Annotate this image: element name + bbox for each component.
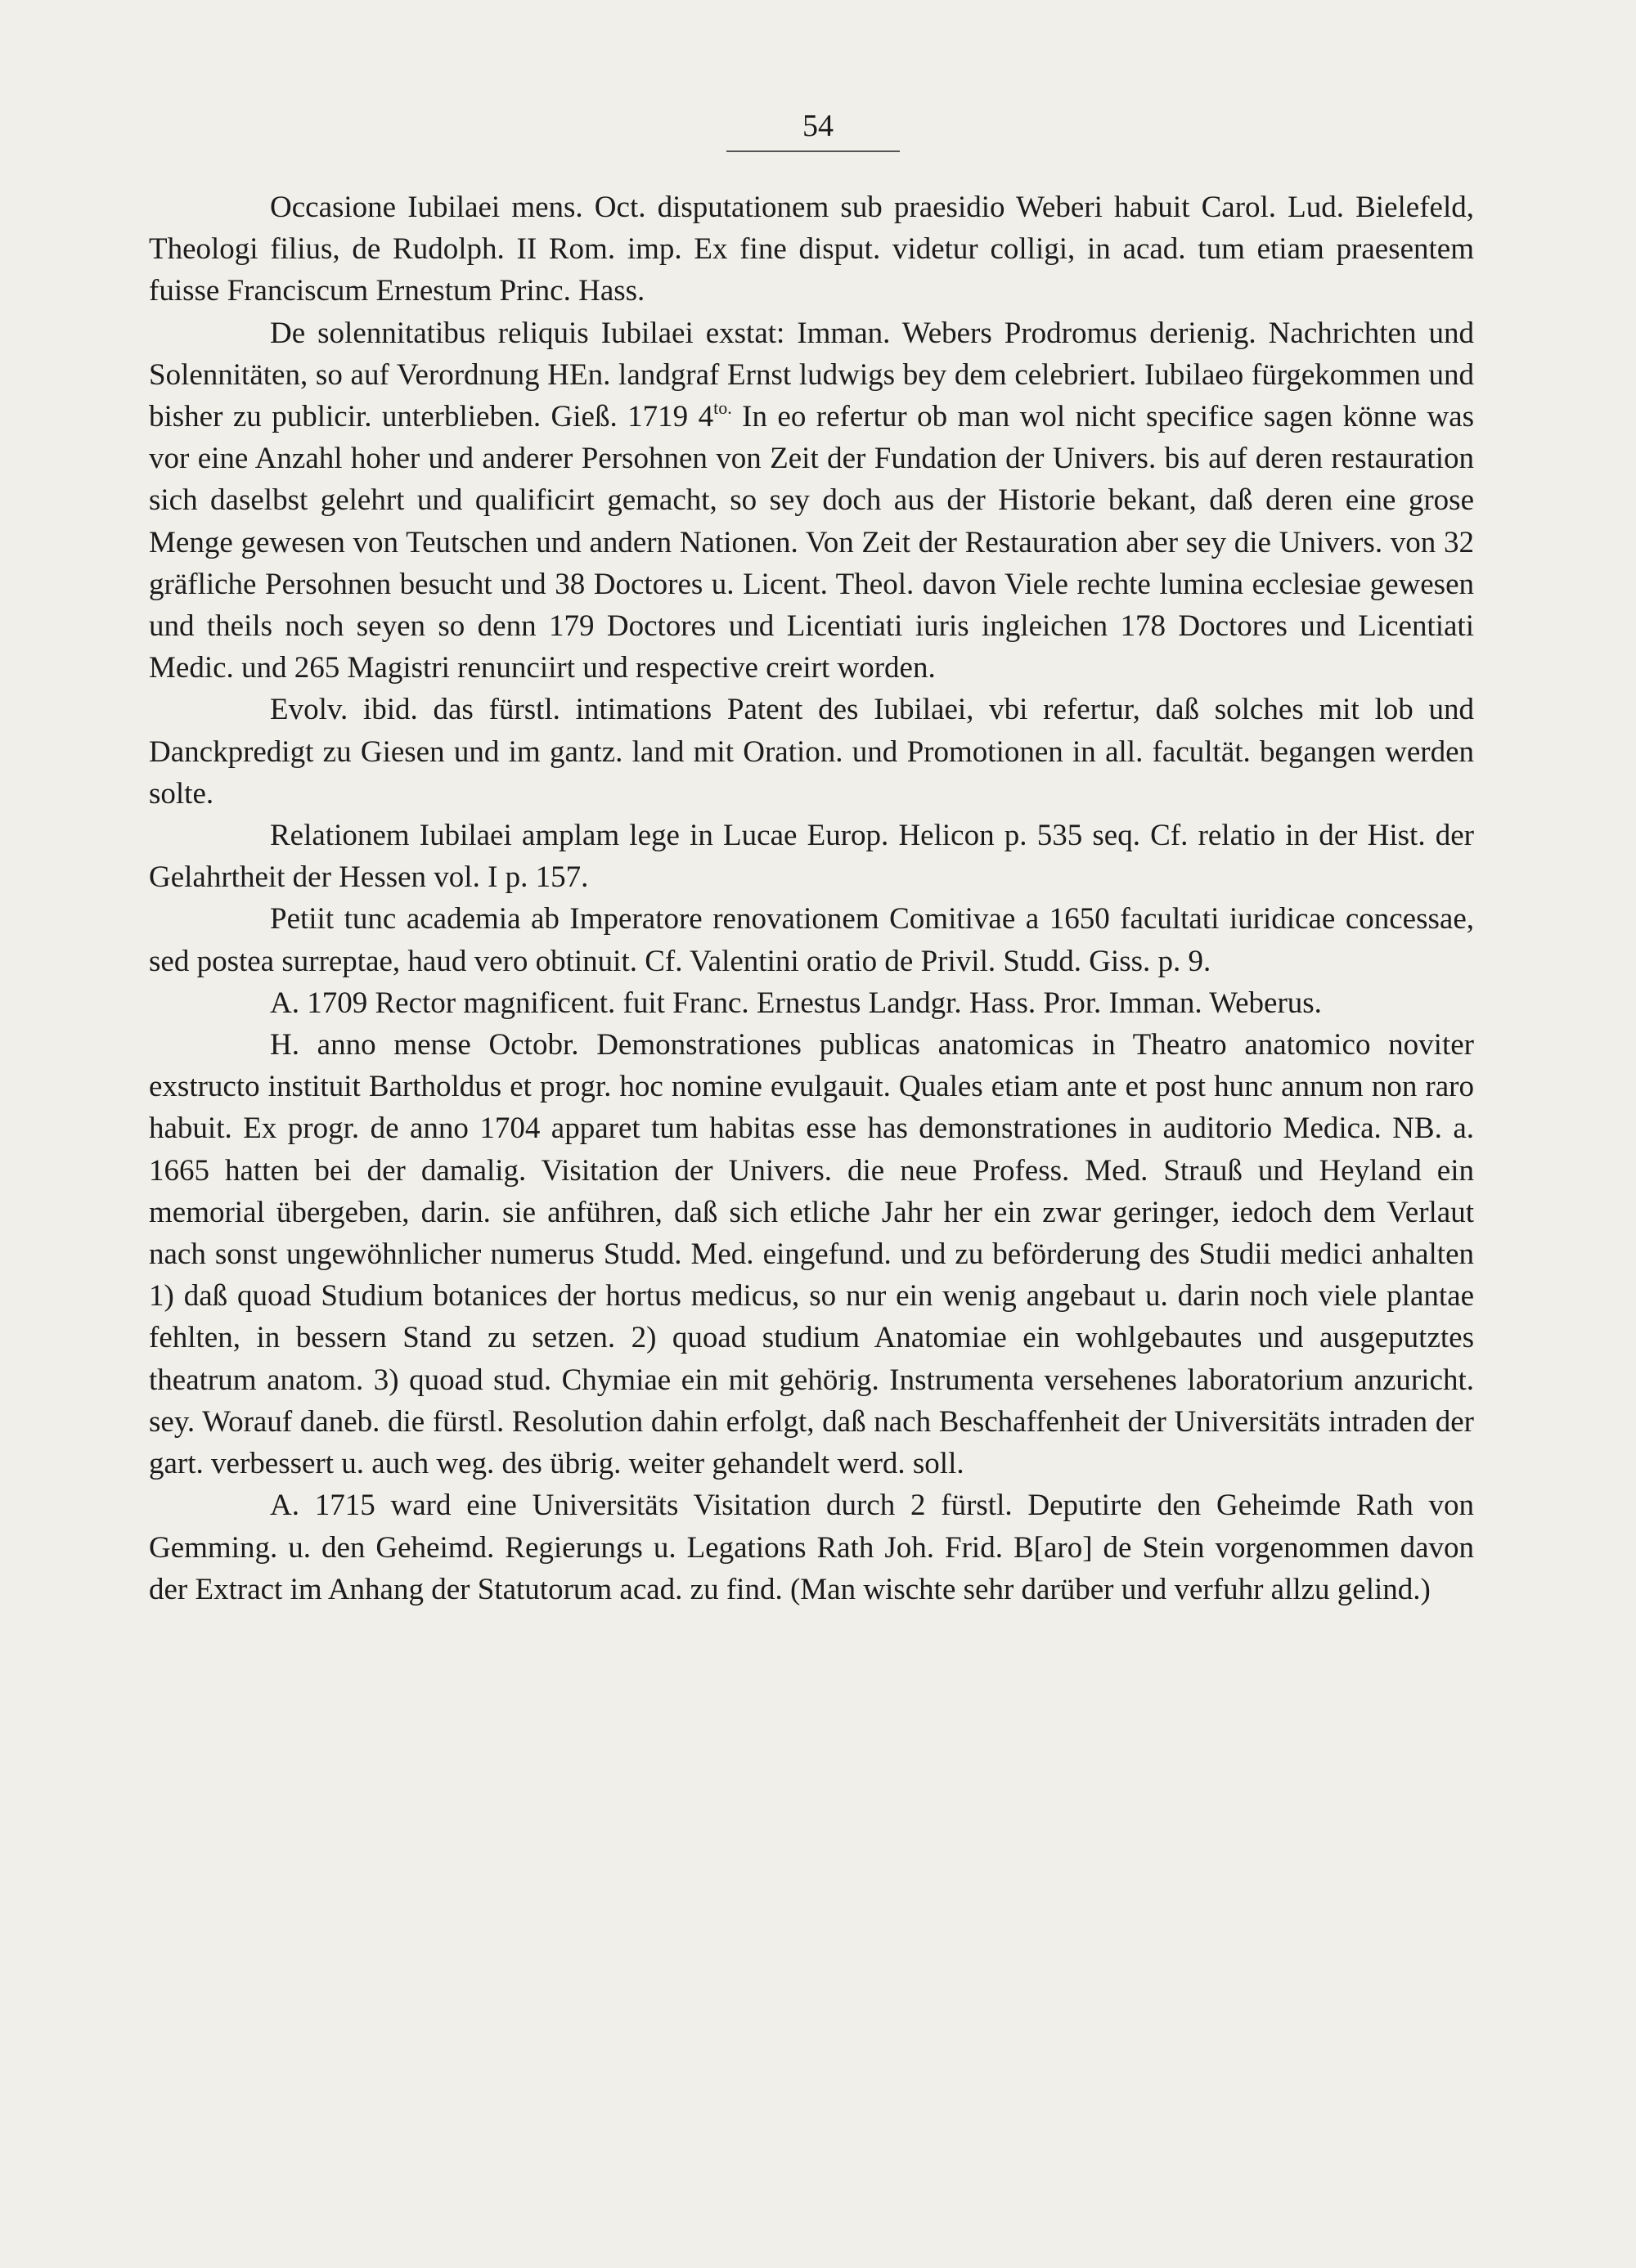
page-number: 54	[802, 109, 834, 143]
paragraph-text: De solennitatibus reliquis Iubilaei exstat: Imman. Webers Prodromus derienig. Nachrichten und Solennitäten, so auf Verordnung HEn. landgraf Ernst ludwigs bey dem celebriert. Iubilaeo fürgekommen und bisher zu publicir. unterblieben. Gieß. 1719 4	[149, 316, 1474, 434]
paragraph-jubilee-disputation: Occasione Iubilaei mens. Oct. disputationem sub praesidio Weberi habuit Carol. Lud. Bielefeld, Theologi filius, de Rudolph. II Rom. imp. Ex fine disput. videtur colligi, in acad. tum etiam praesentem fuisse Franciscum Ernestum Princ. Hass.	[149, 191, 1474, 308]
paragraph-visitation-1715: A. 1715 ward eine Universitäts Visitation durch 2 fürstl. Deputirte den Geheimde Rath von Gemming. u. den Geheimd. Regierungs u. Legations Rath Joh. Frid. B[aro] de Stein vorgenommen davon der Extract im Anhang der Statutorum acad. zu find. (Man wischte sehr darüber und verfuhr allzu gelind.)	[149, 1489, 1474, 1606]
page-body	[149, 186, 1474, 1610]
paragraph-relation: Relationem Iubilaei amplam lege in Lucae Europ. Helicon p. 535 seq. Cf. relatio in der Hist. der Gelahrtheit der Hessen vol. I p. 157.	[149, 819, 1474, 895]
header-rule	[726, 150, 900, 152]
paragraph-text: In eo refertur ob man wol nicht specifice sagen könne was vor eine Anzahl hoher und anderer Persohnen von Zeit der Fundation der Univers. bis auf deren restauration sich daselbst gelehrt und qualificirt gemacht, so sey doch aus der Historie bekant, daß deren eine grose Menge gewesen von Teutschen und andern Nationen. Von Zeit der Restauration aber sey die Univers. von 32 gräfliche Persohnen besucht und 38 Doctores u. Licent. Theol. davon Viele rechte lumina ecclesiae gewesen und theils noch seyen so denn 179 Doctores und Licentiati iuris ingleichen 178 Doctores und Licentiati Medic. und 265 Magistri renunciirt und respective creirt worden.	[149, 400, 1474, 685]
paragraph-anatomical-demonstrations: H. anno mense Octobr. Demonstrationes publicas anatomicas in Theatro anatomico noviter exstructo instituit Bartholdus et progr. hoc nomine evulgauit. Quales etiam ante et post hunc annum non raro habuit. Ex progr. de anno 1704 apparet tum habitas esse has demonstrationes in auditorio Medica. NB. a. 1665 hatten bei der damalig. Visitation der Univers. die neue Profess. Med. Strauß und Heyland ein memorial übergeben, darin. sie anführen, daß sich etliche Jahr her ein zwar geringer, iedoch dem Verlaut nach sonst ungewöhnlicher numerus Studd. Med. eingefund. und zu beförderung des Studii medici anhalten 1) daß quoad Studium botanices der hortus medicus, so nur ein wenig angebaut u. darin noch viele plantae fehlten, in bessern Stand zu setzen. 2) quoad studium Anatomiae ein wohlgebautes und ausgeputztes theatrum anatom. 3) quoad stud. Chymiae ein mit gehörig. Instrumenta versehenes laboratorium anzuricht. sey. Worauf daneb. die fürstl. Resolution dahin erfolgt, daß nach Beschaffenheit der Universitäts intraden der gart. verbessert u. auch weg. des übrig. weiter gehandelt werd. soll.	[149, 1028, 1474, 1481]
superscript: to.	[713, 397, 732, 419]
paragraph-comitiva: Petiit tunc academia ab Imperatore renovationem Comitivae a 1650 facultati iuridicae concessae, sed postea surreptae, haud vero obtinuit. Cf. Valentini oratio de Privil. Studd. Giss. p. 9.	[149, 902, 1474, 978]
paragraph-jubilee-solemnities	[149, 312, 1474, 689]
paragraph-rector-1709: A. 1709 Rector magnificent. fuit Franc. Ernestus Landgr. Hass. Pror. Imman. Weberus.	[270, 986, 1322, 1020]
paragraph-intimation-patent: Evolv. ibid. das fürstl. intimations Patent des Iubilaei, vbi refertur, daß solches mit lob und Danckpredigt zu Giesen und im gantz. land mit Oration. und Promotionen in all. facultät. begangen werden solte.	[149, 693, 1474, 811]
